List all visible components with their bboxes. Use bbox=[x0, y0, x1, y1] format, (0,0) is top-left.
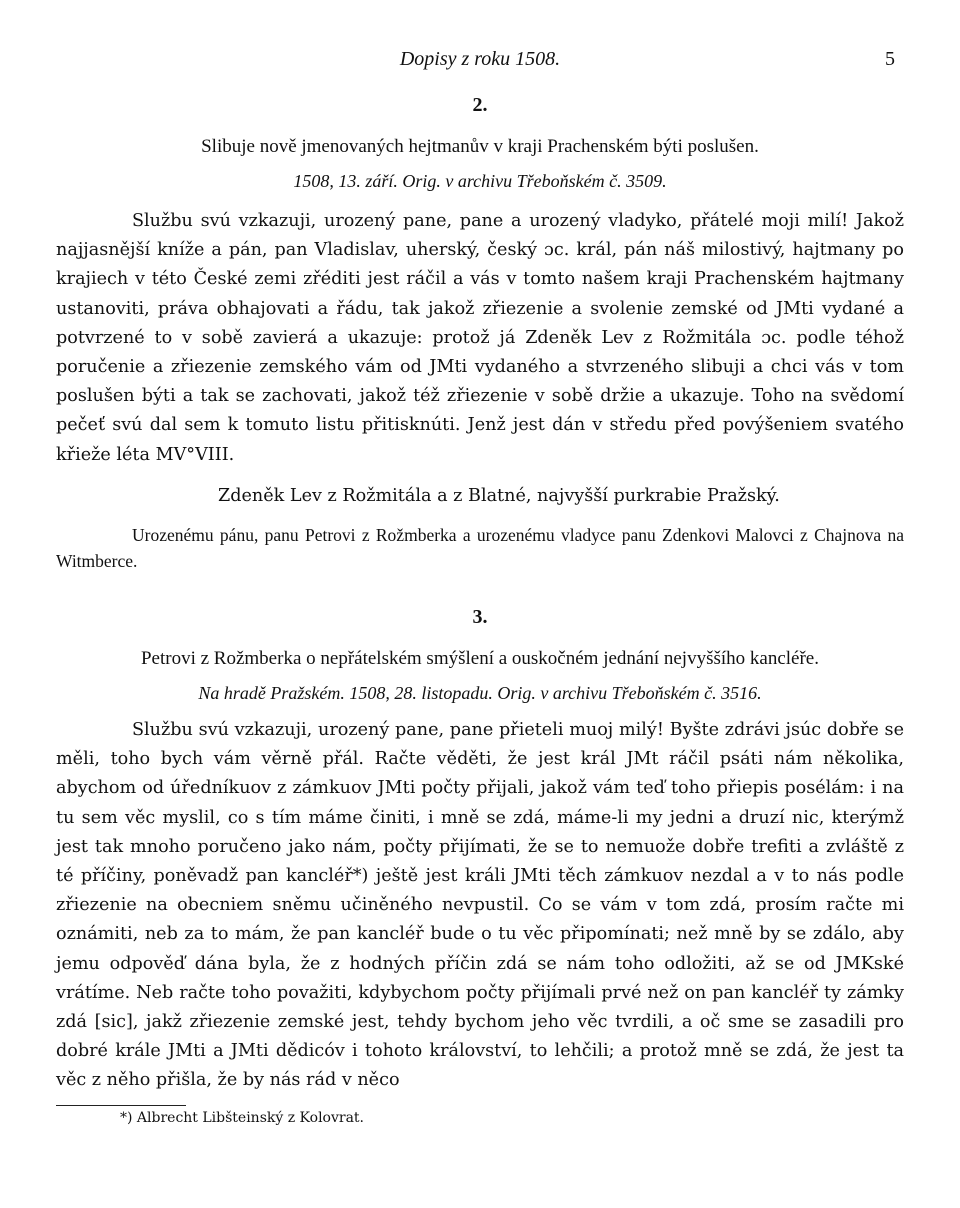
letter-address: Urozenému pánu, panu Petrovi z Rožmberka a urozenému vladyce panu Zdenkovi Malovci z Chajnova na Witmberce. bbox=[56, 525, 904, 571]
letter-title: Slibuje nově jmenovaných hejtmanův v kraji Prachenském býti poslušen. bbox=[201, 136, 759, 157]
footnote: *) Albrecht Libšteinský z Kolovrat. bbox=[120, 1110, 364, 1126]
letter-signature: Zdeněk Lev z Rožmitála a z Blatné, najvyšší purkrabie Pražský. bbox=[218, 486, 780, 506]
letter-title: Petrovi z Rožmberka o nepřátelském smýšlení a ouskočném jednání nejvyššího kancléře. bbox=[140, 648, 819, 669]
letter-body: Službu svú vzkazuji, urozený pane, pane přieteli muoj milý! Byšte zdrávi jsúc dobře se měli, toho bych vám věrně přál. Račte věděti, že jest král JMt ráčil psáti nám několika, abychom od úředníkuov z zámkuov JMti počty přijali, jakož vám teď toho přiepis posélám: i na tu sem věc myslil, co s tím máme činiti, i mně se zdá, máme-li my jedni a druzí nic, kterýmž jest tak mnoho poručeno jako nám, počty přijímati, že se to nemuože dobře trefiti a zvláště z té příčiny, poněvadž pan kancléř*) ještě jest králi JMti těch zámkuov nezdal a v to nás podle zřiezenie na obecniem sněmu učiněného nevpustil. Co se vám v tom zdá, prosím račte mi oznámiti, neb za to mám, že pan kancléř bude o tu věc připomínati; než mně by se zdálo, aby jemu odpověď dána byla, že z hodných příčin zdá se nám toho odložiti, až se od JMKské vrátíme. Neb račte toho považiti, kdybychom počty přijímali prvé než on pan kancléř ty zámky zdá [sic], jakž zřiezenie zemské jest, tehdy bychom jeho věc tvrdili, a oč sme se zasadili pro dobré krále JMti a JMti dědicóv i tohoto království, to lehčili; a protož mně se zdá, že jest ta věc z něho přišla, že by nás rád v něco bbox=[56, 720, 904, 1091]
footnote-rule bbox=[56, 1105, 186, 1106]
letter-source: 1508, 13. září. Orig. v archivu Třeboňském č. 3509. bbox=[293, 171, 667, 191]
letter-body: Službu svú vzkazuji, urozený pane, pane a urozený vladyko, přátelé moji milí! Jakož najjasnější kníže a pán, pan Vladislav, uherský, český ɔc. král, pán náš milostivý, hajtmany po krajiech v této České zemi zřéditi jest ráčil a vás v tomto našem kraji Prachenském hajtmany ustanoviti, práva obhajovati a řádu, tak jakož zřiezenie a svolenie zemské od JMti vydané a potvrzené to v sobě zavierá a ukazuje: protož já Zdeněk Lev z Rožmitála ɔc. podle téhož poručenie a zřiezenie zemského vám od JMti vydaného a stvrzeného slibuji a chci vás v tom poslušen býti a tak se zachovati, jakož též zřiezenie v sobě držie a ukazuje. Toho na svědomí pečeť svú dal sem k tomuto listu přitisknúti. Jenž jest dán v středu před povýšeniem svatého křieže léta MV°VIII. bbox=[56, 211, 904, 465]
letter-source: Na hradě Pražském. 1508, 28. listopadu. Orig. v archivu Třeboňském č. 3516. bbox=[198, 683, 762, 703]
running-title: Dopisy z roku 1508. bbox=[399, 48, 561, 70]
page-number: 5 bbox=[885, 48, 895, 70]
letter-number: 2. bbox=[472, 94, 488, 116]
letter-number: 3. bbox=[472, 606, 488, 628]
